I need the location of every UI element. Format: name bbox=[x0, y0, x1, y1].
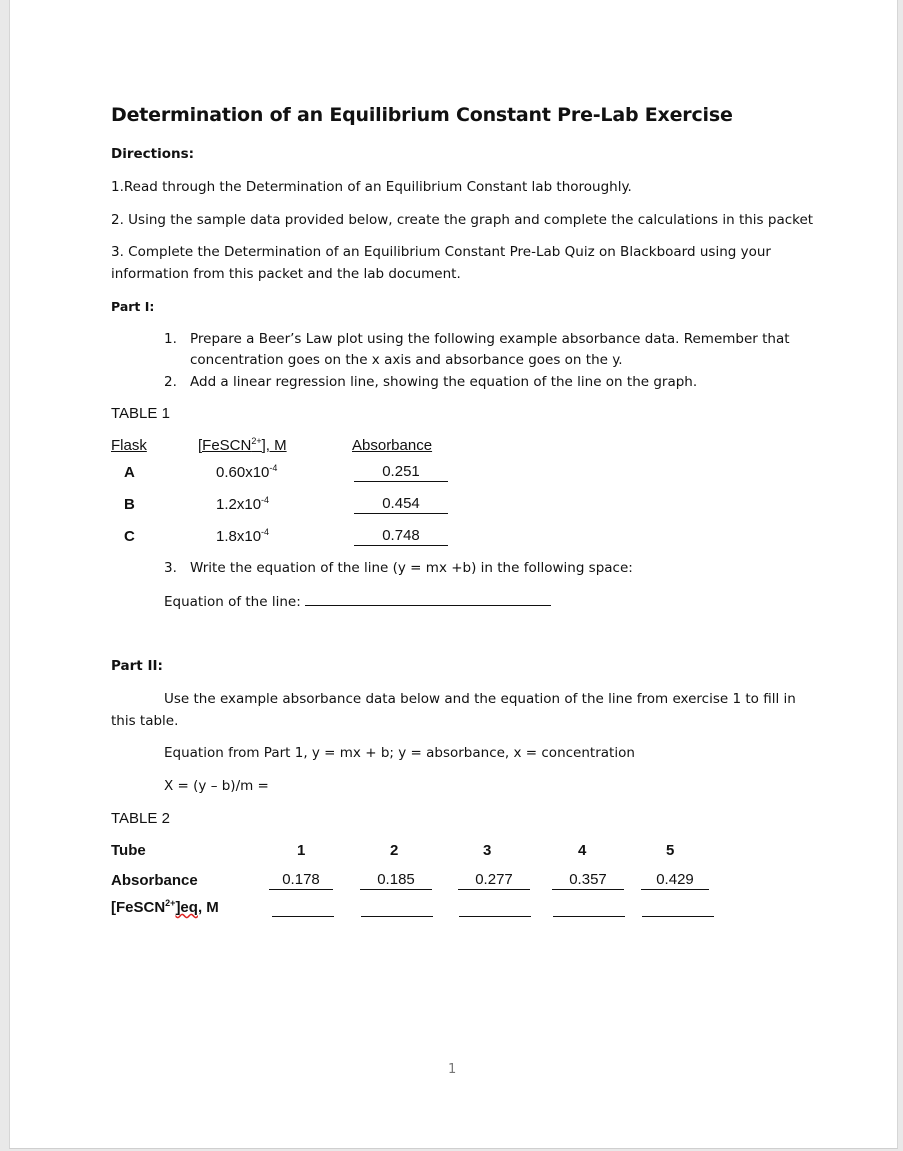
part2-equation-note: Equation from Part 1, y = mx + b; y = absorbance, x = concentration bbox=[164, 745, 635, 761]
table2-conc-blank-2[interactable] bbox=[361, 915, 433, 917]
table1-row-a-flask: A bbox=[124, 464, 135, 481]
table2-absorbance-3: 0.277 bbox=[458, 871, 530, 890]
direction-2: 2. Using the sample data provided below, create the graph and complete the calculations in this packet bbox=[111, 212, 814, 228]
part2-label: Part II: bbox=[111, 658, 163, 674]
part1-step-3: 3. Write the equation of the line (y = mx +b) in the following space: bbox=[164, 560, 633, 576]
page-title: Determination of an Equilibrium Constant Pre-Lab Exercise bbox=[111, 104, 733, 126]
part1-step-1: 1. Prepare a Beer’s Law plot using the following example absorbance data. Remember that bbox=[164, 331, 790, 347]
table1-row-b-conc: $1.2x10^{-4}$ bbox=[216, 495, 270, 513]
table2-absorbance-2: 0.185 bbox=[360, 871, 432, 890]
direction-3: 3. Complete the Determination of an Equilibrium Constant Pre-Lab Quiz on Blackboard using your bbox=[111, 244, 771, 260]
part1-step-1-cont: concentration goes on the x axis and absorbance goes on the y. bbox=[190, 352, 623, 368]
table2-label-tube: Tube bbox=[111, 842, 146, 859]
table2-conc-blank-5[interactable] bbox=[642, 915, 714, 917]
table2-conc-blank-1[interactable] bbox=[272, 915, 334, 917]
equation-label: Equation of the line: bbox=[164, 594, 301, 610]
table1-row-b-absorbance: 0.454 bbox=[354, 495, 448, 514]
table1-row-a-conc: $0.60x10^{-4}$ bbox=[216, 463, 278, 481]
table2-conc-blank-4[interactable] bbox=[553, 915, 625, 917]
table2-absorbance-4: 0.357 bbox=[552, 871, 624, 890]
table1-row-c-flask: C bbox=[124, 528, 135, 545]
equation-answer-blank[interactable] bbox=[305, 593, 551, 606]
table1-row-a-absorbance: 0.251 bbox=[354, 463, 448, 482]
part2-instruction-cont: this table. bbox=[111, 713, 179, 729]
table1-header-concentration: [FeSCN$^{2+}$], M bbox=[198, 436, 287, 454]
table2-absorbance-1: 0.178 bbox=[269, 871, 333, 890]
part1-label: Part I: bbox=[111, 299, 155, 314]
page-number: 1 bbox=[448, 1062, 457, 1077]
table1-row-c-conc: $1.8x10^{-4}$ bbox=[216, 527, 270, 545]
table2-label-absorbance: Absorbance bbox=[111, 872, 198, 889]
document-page bbox=[9, 0, 898, 1149]
part2-x-formula: X = (y – b)/m = bbox=[164, 778, 269, 794]
equation-of-line-row bbox=[164, 593, 551, 610]
table1-header-flask: Flask bbox=[111, 437, 147, 454]
table1-header-absorbance: Absorbance bbox=[352, 437, 433, 454]
table1-row-c-absorbance: 0.748 bbox=[354, 527, 448, 546]
table2-label-concentration: [FeSCN$^{2+}$]eq, M bbox=[111, 898, 219, 916]
part1-step-2: 2. Add a linear regression line, showing the equation of the line on the graph. bbox=[164, 374, 698, 390]
table2-conc-blank-3[interactable] bbox=[459, 915, 531, 917]
directions-label: Directions: bbox=[111, 146, 195, 162]
part2-instruction: Use the example absorbance data below and the equation of the line from exercise 1 to fill in bbox=[164, 691, 796, 707]
table2-tube-1: 1 bbox=[297, 842, 306, 859]
table2-label: TABLE 2 bbox=[111, 810, 170, 827]
table1-label: TABLE 1 bbox=[111, 405, 170, 422]
table2-absorbance-5: 0.429 bbox=[641, 871, 709, 890]
table2-tube-5: 5 bbox=[666, 842, 675, 859]
table2-tube-4: 4 bbox=[578, 842, 587, 859]
direction-1: 1.Read through the Determination of an Equilibrium Constant lab thoroughly. bbox=[111, 179, 632, 195]
table1-row-b-flask: B bbox=[124, 496, 135, 513]
table2-tube-3: 3 bbox=[483, 842, 492, 859]
table2-tube-2: 2 bbox=[390, 842, 399, 859]
direction-3-cont: information from this packet and the lab document. bbox=[111, 266, 461, 282]
